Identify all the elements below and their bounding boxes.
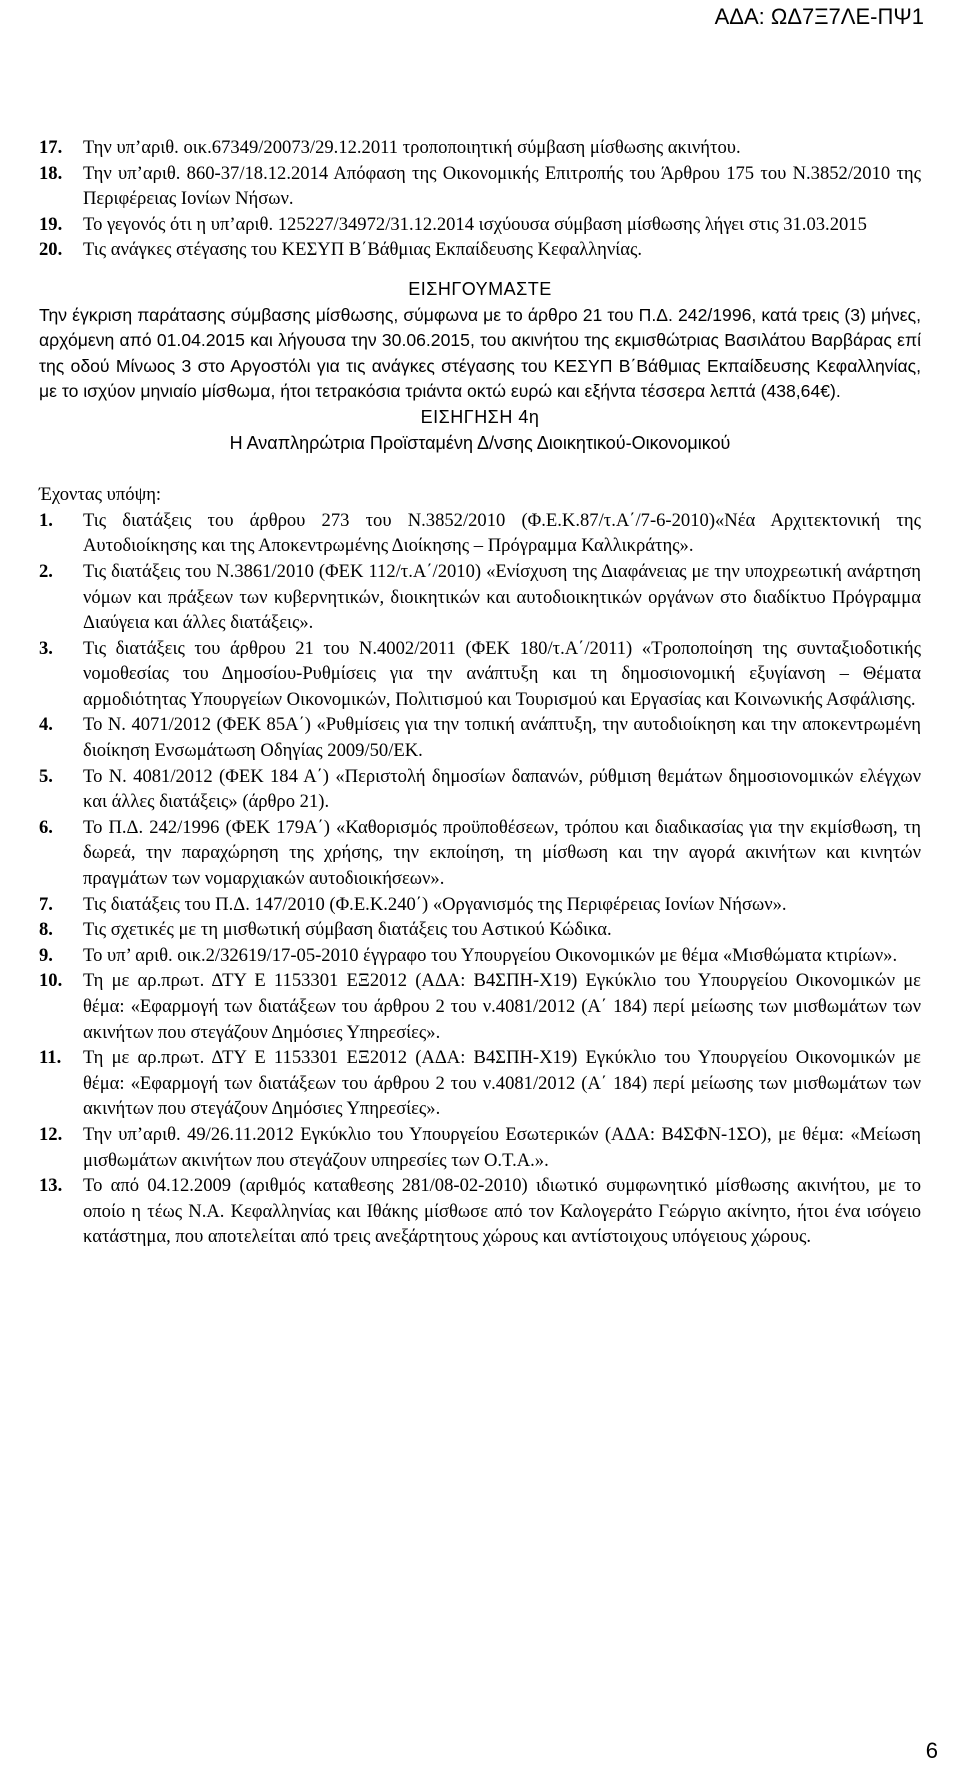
item-text: Τις διατάξεις του Π.Δ. 147/2010 (Φ.Ε.Κ.240΄) «Οργανισμός της Περιφέρειας Ιονίων Νήσων». [83, 893, 787, 915]
item-number: 3. [39, 637, 53, 659]
considering-label: Έχοντας υπόψη: [39, 484, 162, 506]
item-number: 10. [39, 970, 63, 992]
list-item [39, 917, 921, 943]
item-text: Την υπ’αριθ. οικ.67349/20073/29.12.2011 τροποποιητική σύμβαση μίσθωσης ακινήτου. [83, 137, 741, 158]
ada-header: ΑΔΑ: ΩΔ7Ξ7ΛΕ-ΠΨ1 [714, 4, 924, 29]
top-items-list [39, 135, 921, 263]
proposal-text: Την έγκριση παράτασης σύμβασης μίσθωσης, σύμφωνα με το άρθρο 21 του Π.Δ. 242/1996, κατά τρεις (3) μήνες, αρχόμενη από 01.04.2015 και λήγουσα την 30.06.2015, του ακινήτου της εκμισθώτριας Βασιλάτου Βαρβάρας επί της οδού Μίνωος 3 στο Αργοστόλι για τις ανάγκες στέγασης του ΚΕΣΥΠ Β΄Βάθμιας Εκπαίδευσης Κεφαλληνίας, με το ισχύον μηνιαίο μίσθωμα, ήτοι τετρακόσια τριάντα οκτώ ευρώ και εξήντα τέσσερα λεπτά (438,64€). [39, 304, 921, 402]
list-item [39, 892, 921, 918]
item-number: 1. [39, 509, 53, 531]
list-item [39, 1122, 921, 1173]
item-number: 19. [39, 213, 63, 235]
item-number: 18. [39, 162, 63, 184]
proposal-subheading: ΕΙΣΗΓΗΣΗ 4η [420, 406, 540, 427]
item-text: Τη με αρ.πρωτ. ΔΤΥ Ε 1153301 ΕΞ2012 (ΑΔΑ: Β4ΣΠΗ-Χ19) Εγκύκλιο του Υπουργείου Οικονομικών με θέμα: «Εφαρμογή των διατάξεων του άρθρου 2 του ν.4081/2012 (Α΄ 184) περί μείωσης των μισθωμάτων των ακινήτων που στεγάζουν Δημόσιες Υπηρεσίες». [83, 1047, 921, 1120]
document-body [39, 135, 921, 1250]
item-number: 5. [39, 765, 53, 787]
item-number: 6. [39, 816, 53, 838]
list-item [39, 764, 921, 815]
item-number: 7. [39, 893, 53, 915]
list-item [39, 943, 921, 969]
item-number: 17. [39, 137, 63, 158]
item-text: Τις διατάξεις του άρθρου 273 του Ν.3852/2010 (Φ.Ε.Κ.87/τ.Α΄/7-6-2010)«Νέα Αρχιτεκτονική της Αυτοδιοίκησης και της Αποκεντρωμένης Διοίκησης – Πρόγραμμα Καλλικράτης». [83, 509, 921, 557]
page-number: 6 [925, 1738, 938, 1763]
item-number: 11. [39, 1047, 62, 1069]
list-item [39, 1045, 921, 1122]
item-text: Την υπ’αριθ. 49/26.11.2012 Εγκύκλιο του Υπουργείου Εσωτερικών (ΑΔΑ: Β4ΣΦΝ-1ΣΟ), με θέμα: «Μείωση μισθωμάτων ακινήτων που στεγάζουν υπηρεσίες των Ο.Τ.Α.». [83, 1123, 921, 1171]
item-number: 8. [39, 919, 53, 941]
list-item [39, 712, 921, 763]
item-text: Το Ν. 4081/2012 (ΦΕΚ 184 Α΄) «Περιστολή δημοσίων δαπανών, ρύθμιση θεμάτων δημοσιονομικών ελέγχων και άλλες διατάξεις» (άρθρο 21). [83, 765, 921, 813]
item-text: Τις ανάγκες στέγασης του ΚΕΣΥΠ Β΄Βάθμιας Εκπαίδευσης Κεφαλληνίας. [83, 239, 642, 261]
item-number: 20. [39, 239, 63, 261]
item-number: 9. [39, 944, 53, 966]
item-number: 2. [39, 560, 53, 582]
item-text: Το υπ’ αριθ. οικ.2/32619/17-05-2010 έγγραφο του Υπουργείου Οικονομικών με θέμα «Μισθώματα κτιρίων». [83, 944, 898, 966]
list-item [39, 161, 921, 212]
item-number: 12. [39, 1123, 63, 1145]
item-text: Την υπ’αριθ. 860-37/18.12.2014 Απόφαση της Οικονομικής Επιτροπής του Άρθρου 175 του Ν.3852/2010 της Περιφέρειας Ιονίων Νήσων. [83, 162, 921, 210]
item-text: Το από 04.12.2009 (αριθμός καταθεσης 281/08-02-2010) ιδιωτικό συμφωνητικό μίσθωσης ακινήτου, με το οποίο η τέως Ν.Α. Κεφαλληνίας και Ιθάκης μίσθωσε από τον Καλογεράτο Γεώργιο ακίνητο, ήτοι ένα ισόγειο κατάστημα, που αποτελείται από τρεις ανεξάρτητους χώρους και αντίστοιχους υπόγειους χώρους. [83, 1175, 921, 1248]
list-item [39, 135, 921, 161]
item-text: Το Π.Δ. 242/1996 (ΦΕΚ 179Α΄) «Καθορισμός προϋποθέσεων, τρόπου και διαδικασίας για την εκμίσθωση, τη δωρεά, την παραχώρηση της χρήσης, την εκποίηση, τη μίσθωση και την αγορά ακινήτων και κινητών πραγμάτων των νομαρχιακών αυτοδιοικήσεων». [83, 816, 921, 890]
list-item [39, 559, 921, 636]
list-item [39, 212, 921, 238]
list-item [39, 237, 921, 263]
list-item [39, 968, 921, 1045]
proposal-section [39, 277, 921, 456]
list-item [39, 508, 921, 559]
list-item [39, 1173, 921, 1250]
item-text: Τη με αρ.πρωτ. ΔΤΥ Ε 1153301 ΕΞ2012 (ΑΔΑ: Β4ΣΠΗ-Χ19) Εγκύκλιο του Υπουργείου Οικονομικών με θέμα: «Εφαρμογή των διατάξεων του άρθρου 2 του ν.4081/2012 (Α΄ 184) περί μείωσης των μισθωμάτων των ακινήτων που στεγάζουν Δημόσιες Υπηρεσίες». [83, 970, 921, 1043]
item-text: Το γεγονός ότι η υπ’αριθ. 125227/34972/31.12.2014 ισχύουσα σύμβαση μίσθωσης λήγει στις 31.03.2015 [83, 213, 867, 235]
proposal-heading: ΕΙΣΗΓΟΥΜΑΣΤΕ [408, 278, 552, 299]
proposer-title: Η Αναπληρώτρια Προϊσταμένη Δ/νσης Διοικητικού-Οικονομικού [229, 432, 731, 453]
list-item [39, 636, 921, 713]
list-item [39, 815, 921, 892]
considering-items-list [39, 508, 921, 1250]
item-number: 4. [39, 714, 53, 736]
item-text: Τις σχετικές με τη μισθωτική σύμβαση διατάξεις του Αστικού Κώδικα. [83, 919, 612, 941]
item-text: Το Ν. 4071/2012 (ΦΕΚ 85Α΄) «Ρυθμίσεις για την τοπική ανάπτυξη, την αυτοδιοίκηση και την αποκεντρωμένη διοίκηση Ενσωμάτωση Οδηγίας 2009/50/ΕΚ. [83, 714, 921, 762]
item-text: Τις διατάξεις του Ν.3861/2010 (ΦΕΚ 112/τ.Α΄/2010) «Ενίσχυση της Διαφάνειας με την υποχρεωτική ανάρτηση νόμων και πράξεων των κυβερνητικών, διοικητικών και αυτοδιοικητικών οργάνων στο διαδίκτυο Πρόγραμμα Διαύγεια και άλλες διατάξεις». [83, 560, 921, 634]
item-text: Τις διατάξεις του άρθρου 21 του Ν.4002/2011 (ΦΕΚ 180/τ.Α΄/2011) «Τροποποίηση της συνταξιοδοτικής νομοθεσίας του Δημοσίου-Ρυθμίσεις για την ανάπτυξη και τη δημοσιονομική εξυγίανση – Θέματα αρμοδιότητας Υπουργείων Οικονομικών, Πολιτισμού και Τουρισμού και Εργασίας και Κοινωνικής Ασφάλισης. [83, 637, 921, 710]
item-number: 13. [39, 1175, 63, 1197]
